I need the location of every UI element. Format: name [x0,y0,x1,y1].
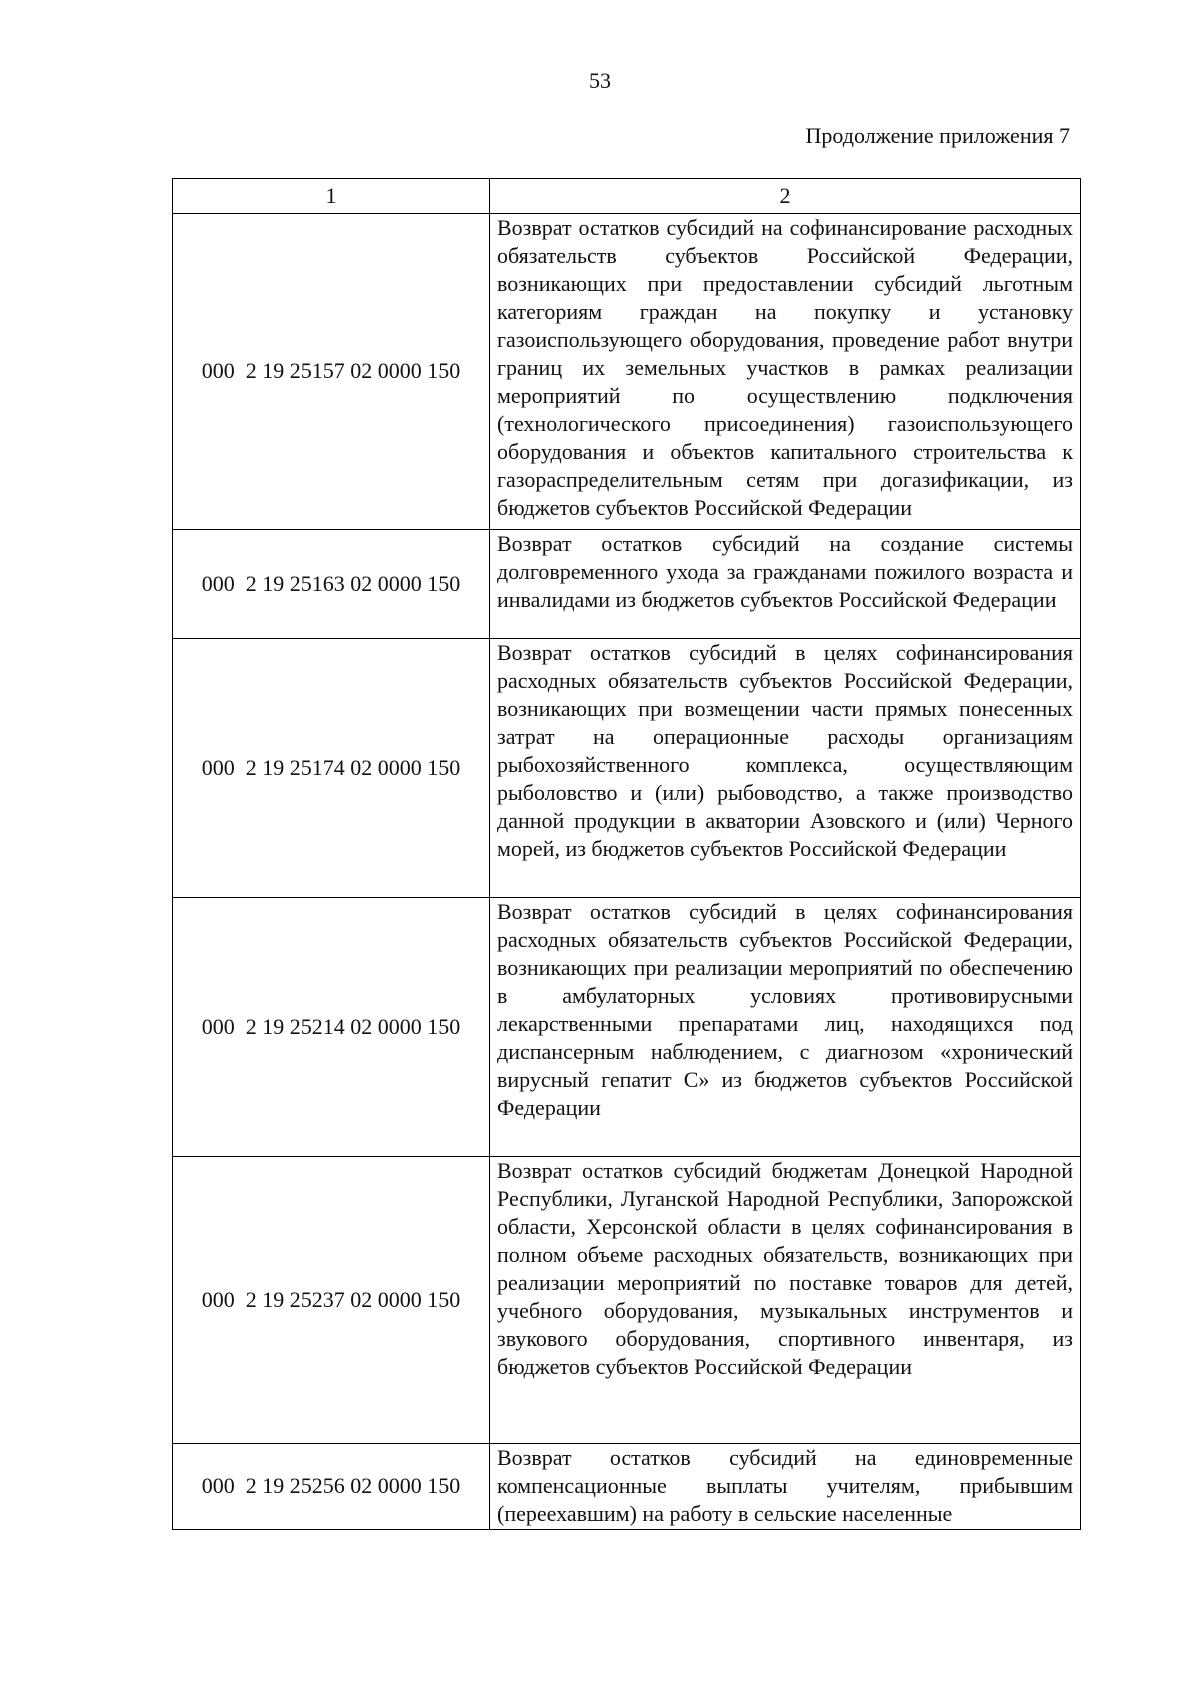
column-header-2: 2 [490,179,1081,214]
description-cell: Возврат остатков субсидий на единовременные компенсационные выплаты учителям, прибывшим (переехавшим) на работу в сельские населенные [490,1444,1081,1530]
table-row [173,214,1081,530]
budget-codes-table [172,178,1081,1530]
description-cell: Возврат остатков субсидий на софинансирование расходных обязательств субъектов Российской Федерации, возникающих при предоставлении субсидий льготным категориям граждан на покупку и установку газоиспользующего оборудования, проведение работ внутри границ их земельных участков в рамках реализации мероприятий по осуществлению подключения (технологического присоединения) газоиспользующего оборудования и объектов капитального строительства к газораспределительным сетям при догазификации, из бюджетов субъектов Российской Федерации [490,214,1081,530]
budget-code-cell: 000 2 19 25163 02 0000 150 [173,530,490,639]
table-row [173,898,1081,1157]
description-cell: Возврат остатков субсидий бюджетам Донецкой Народной Республики, Луганской Народной Республики, Запорожской области, Херсонской области в целях софинансирования в полном объеме расходных обязательств, возникающих при реализации мероприятий по поставке товаров для детей, учебного оборудования, музыкальных инструментов и звукового оборудования, спортивного инвентаря, из бюджетов субъектов Российской Федерации [490,1157,1081,1444]
budget-code-cell: 000 2 19 25214 02 0000 150 [173,898,490,1157]
budget-code-cell: 000 2 19 25174 02 0000 150 [173,639,490,898]
column-header-1: 1 [173,179,490,214]
table-row [173,1157,1081,1444]
budget-code-cell: 000 2 19 25237 02 0000 150 [173,1157,490,1444]
table-header-row [173,179,1081,214]
description-cell: Возврат остатков субсидий на создание системы долговременного ухода за гражданами пожилого возраста и инвалидами из бюджетов субъектов Российской Федерации [490,530,1081,639]
table-row [173,530,1081,639]
budget-code-cell: 000 2 19 25256 02 0000 150 [173,1444,490,1530]
table-row [173,639,1081,898]
table-row [173,1444,1081,1530]
page-number: 53 [589,68,611,93]
description-cell: Возврат остатков субсидий в целях софинансирования расходных обязательств субъектов Российской Федерации, возникающих при возмещении части прямых понесенных затрат на операционные расходы организациям рыбохозяйственного комплекса, осуществляющим рыболовство и (или) рыбоводство, а также производство данной продукции в акватории Азовского и (или) Черного морей, из бюджетов субъектов Российской Федерации [490,639,1081,898]
budget-code-cell: 000 2 19 25157 02 0000 150 [173,214,490,530]
description-cell: Возврат остатков субсидий в целях софинансирования расходных обязательств субъектов Российской Федерации, возникающих при реализации мероприятий по обеспечению в амбулаторных условиях противовирусными лекарственными препаратами лиц, находящихся под диспансерным наблюдением, с диагнозом «хронический вирусный гепатит С» из бюджетов субъектов Российской Федерации [490,898,1081,1157]
appendix-continuation-title: Продолжение приложения 7 [805,123,1070,148]
